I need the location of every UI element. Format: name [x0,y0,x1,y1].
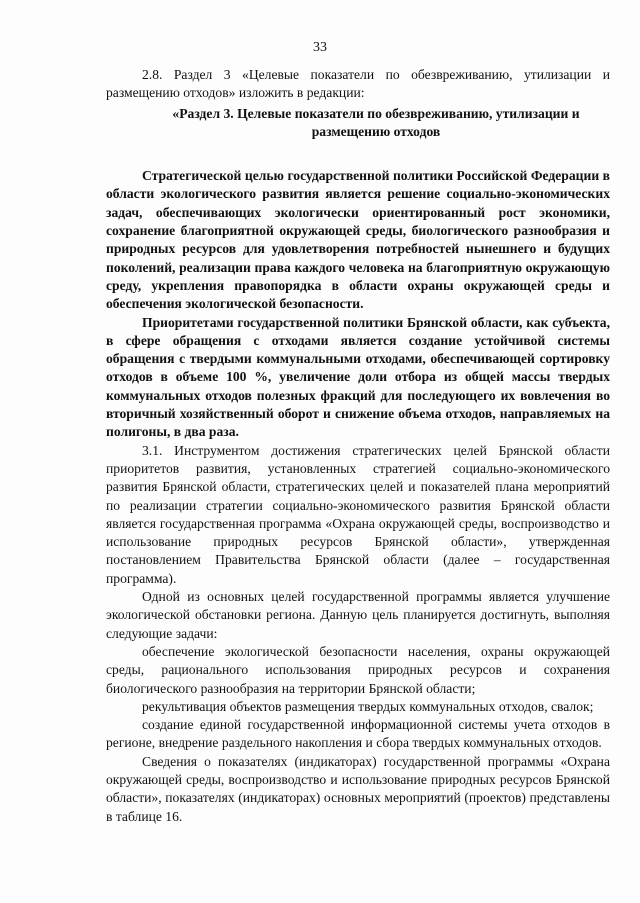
page-number: 33 [313,40,327,55]
amendment-intro: 2.8. Раздел 3 «Целевые показатели по обезвреживанию, утилизации и размещению отходов» изложить в редакции: [106,67,610,101]
paragraph-task-info-system: создание единой государственной информационной системы учета отходов в регионе, внедрение раздельного накопления и сбора твердых коммунальных отходов. [106,717,610,751]
paragraph-main-goal: Одной из основных целей государственной программы является улучшение экологической обстановки региона. Данную цель планируется достигнуть, выполняя следующие задачи: [106,589,610,641]
document-body [106,66,610,826]
paragraph-priorities: Приоритетами государственной политики Брянской области, как субъекта, в сфере обращения с отходами является создание устойчивой системы обращения с твердыми коммунальными отходами, обеспечивающей сортировку отходов в объеме 100 %, увеличение доли отбора из общей массы твердых коммунальных отходов полезных фракций для последующего их вовлечения во вторичный хозяйственный оборот и снижение объема отходов, направляемых на полигоны, в два раза. [106,314,610,440]
paragraph-task-recultivation: рекультивация объектов размещения твердых коммунальных отходов, свалок; [142,698,594,714]
spacer [106,141,610,167]
paragraph-task-safety: обеспечение экологической безопасности населения, охраны окружающей среды, рационального использования природных ресурсов и сохранения биологического разнообразия на территории Брянской области; [106,643,610,696]
paragraph-instrument: 3.1. Инструментом достижения стратегических целей Брянской области приоритетов развития, установленных стратегией социально-экономического развития Брянской области, стратегических целей и показателей плана мероприятий по реализации стратегии социально-экономического развития Брянской области является государственная программа «Охрана окружающей среды, воспроизводство и использование природных ресурсов Брянской области», утвержденная постановлением Правительства Брянской области (далее – государственная программа). [106,442,610,586]
section-heading: «Раздел 3. Целевые показатели по обезвреживанию, утилизации и размещению отходов [172,105,580,139]
paragraph-strategic-goal: Стратегической целью государственной политики Российской Федерации в области экологического развития является решение социально-экономических задач, обеспечивающих экологически ориентированный рост экономики, сохранение благоприятной окружающей среды, биологического разнообразия и природных ресурсов для удовлетворения потребностей нынешнего и будущих поколений, реализации права каждого человека на благоприятную окружающую среду, укрепления правопорядка в области охраны окружающей среды и обеспечения экологической безопасности. [106,168,610,312]
paragraph-indicators: Сведения о показателях (индикаторах) государственной программы «Охрана окружающей среды, воспроизводство и использование природных ресурсов Брянской области», показателях (индикаторах) основных мероприятий (проектов) представлены в таблице 16. [106,753,610,824]
